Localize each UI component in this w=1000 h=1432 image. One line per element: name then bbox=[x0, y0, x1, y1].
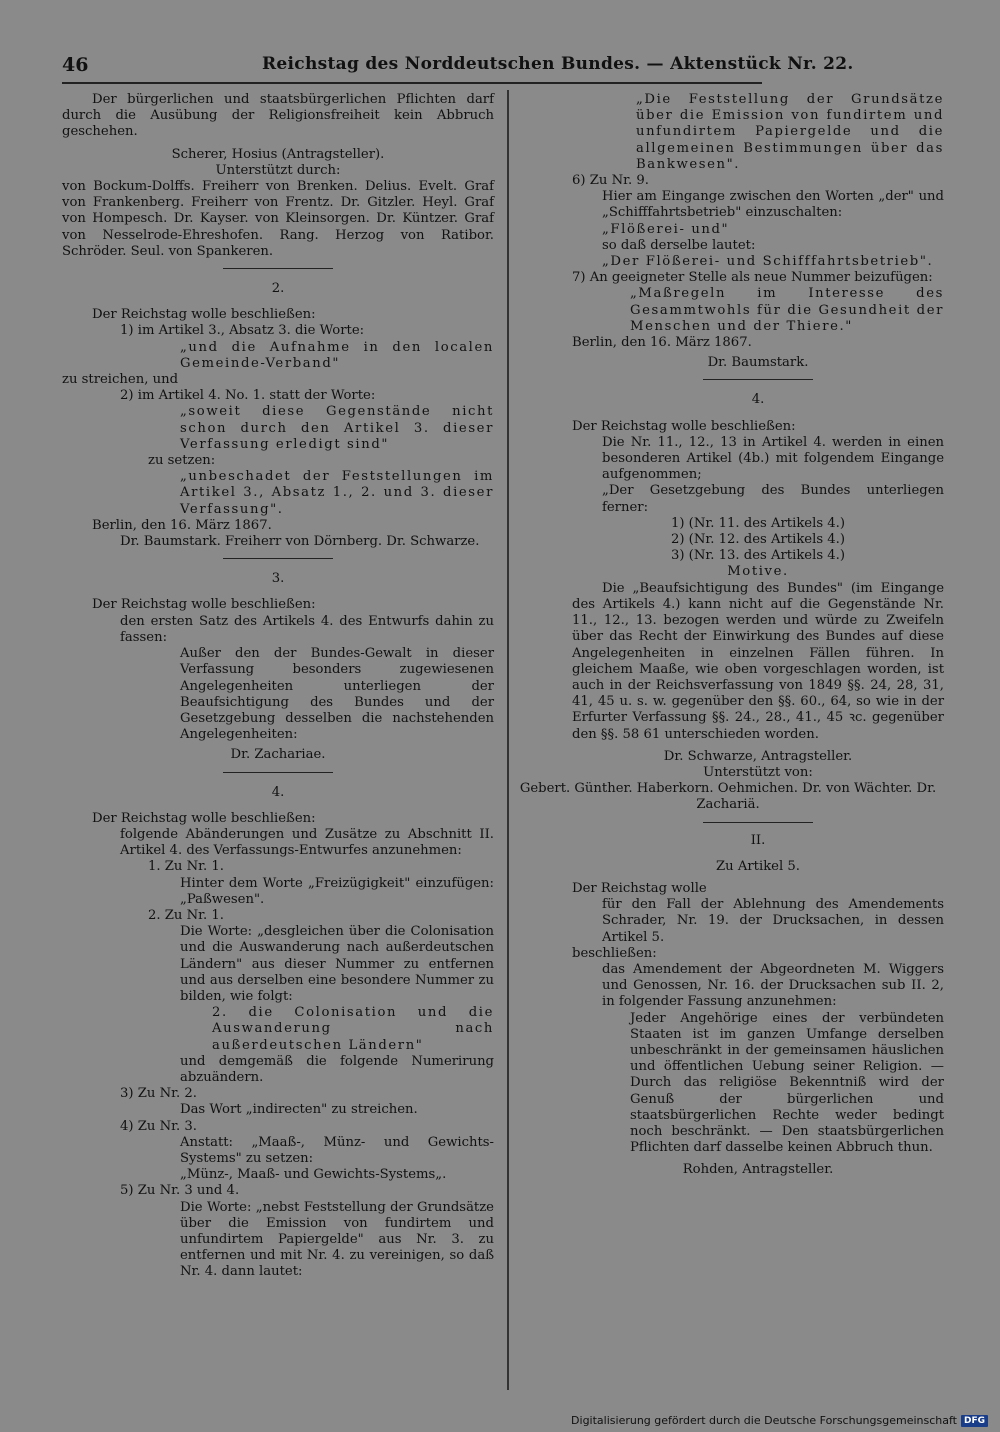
motion-line: zu streichen, und bbox=[62, 372, 179, 388]
signature: Dr. Baumstark. bbox=[707, 355, 809, 371]
item-text: „Münz-, Maaß- und Gewichts-Systems„. bbox=[180, 1167, 447, 1183]
item-heading: 3) Zu Nr. 2. bbox=[120, 1086, 197, 1102]
column-divider bbox=[507, 90, 509, 1390]
quoted-text: „Die Feststellung der Grundsätze über die Emission von fundirtem und unfundirtem Papiergelde und die allgemeinen Bestimmungen über das Bankwesen". bbox=[636, 92, 944, 172]
section-number: 4. bbox=[751, 392, 765, 408]
item-heading: 7) An geeigneter Stelle als neue Nummer beizufügen: bbox=[572, 270, 933, 286]
motion-line: Der Reichstag wolle beschließen: bbox=[92, 307, 316, 323]
item-text: Das Wort „indirecten" zu streichen. bbox=[180, 1102, 418, 1118]
header-rule bbox=[62, 82, 762, 84]
quoted-text: „unbeschadet der Feststellungen im Artikel 3., Absatz 1., 2. und 3. dieser Verfassung". bbox=[180, 469, 494, 517]
left-column bbox=[62, 92, 494, 1281]
date-line: Berlin, den 16. März 1867. bbox=[92, 517, 272, 533]
amendment-text: Außer den der Bundes-Gewalt in dieser Verfassung besonders zugewiesenen Angelegenheiten unterliegen der Beaufsichtigung des Bundes und der Gesetzgebung desselben die nachstehenden Angelegenheiten: bbox=[180, 646, 494, 743]
item-text: Die Worte: „desgleichen über die Colonisation und die Auswanderung nach außerdeutschen Ländern" aus dieser Nummer zu entfernen und aus derselben eine besondere Nummer zu bilden, wie folgt: bbox=[180, 924, 494, 1004]
quoted-text: „Maßregeln im Interesse des Gesammtwohls für die Gesundheit der Menschen und der Thiere." bbox=[630, 286, 944, 334]
section-number: 2. bbox=[271, 281, 285, 297]
quoted-text: „Flößerei- und" bbox=[602, 221, 730, 237]
amendment-text: Jeder Angehörige eines der verbündeten Staaten ist im ganzen Umfange derselben unbeschränkt in der gemeinsamen häuslichen und öffentlichen Uebung seiner Religion. — Durch das religiöse Bekenntniß wird der Genuß der bürgerlichen und staatsbürgerlichen Rechte weder bedingt noch beschränkt. — Den staatsbürgerlichen Pflichten darf dasselbe keinen Abbruch thun. bbox=[630, 1010, 944, 1156]
list-item: 1) (Nr. 11. des Artikels 4.) bbox=[670, 515, 846, 531]
motion-line: zu setzen: bbox=[148, 453, 216, 469]
quoted-text: „soweit diese Gegenstände nicht schon durch den Artikel 3. dieser Verfassung erledigt sind" bbox=[180, 404, 494, 452]
quoted-text: „Der Flößerei- und Schifffahrtsbetrieb". bbox=[602, 254, 934, 270]
supporters-list: von Bockum-Dolffs. Freiherr von Brenken. Delius. Evelt. Graf von Frankenberg. Freiherr von Frentz. Dr. Gitzler. Heyl. Graf von Hompesch. Dr. Kayser. von Kleinsorgen. Dr. Küntzer. Graf von Nesselrode-Ehreshofen. Rang. Herzog von Ratibor. Schröder. Seul. von Spankeren. bbox=[62, 179, 494, 259]
section-number: 4. bbox=[271, 784, 285, 800]
motion-line: für den Fall der Ablehnung des Amendements Schrader, Nr. 19. der Drucksachen, in dessen Artikel 5. bbox=[602, 897, 944, 945]
section-title: Zu Artikel 5. bbox=[716, 858, 800, 874]
page-number: 46 bbox=[62, 54, 89, 76]
page-header bbox=[62, 50, 854, 80]
signature: Dr. Baumstark. Freiherr von Dörnberg. Dr. Schwarze. bbox=[120, 534, 480, 550]
motive-text: Die „Beaufsichtigung des Bundes" (im Eingange des Artikels 4.) kann nicht auf die Gegenstände Nr. 11., 12., 13. bezogen werden und würde zu Zweifeln über das Recht der Einwirkung des Bundes auf diese Angelegenheiten in einzelnen Fällen führen. In gleichem Maaße, wie oben vorgeschlagen worden, ist auch in der Reichsverfassung von 1849 §§. 24, 28, 31, 41, 45 u. s. w. gegenüber den §§. 60., 64, so wie in der Erfurter Verfassung §§. 24., 28., 41., 45 ꝛc. gegenüber den §§. 58 61 unterschieden worden. bbox=[572, 580, 944, 742]
supporters-list: Gebert. Günther. Haberkorn. Oehmichen. Dr. von Wächter. Dr. Zachariä. bbox=[519, 781, 937, 813]
signature: Dr. Schwarze, Antragsteller. bbox=[663, 748, 853, 764]
item-text: Anstatt: „Maaß-, Münz- und Gewichts-Systems" zu setzen: bbox=[180, 1134, 494, 1166]
motion-line: das Amendement der Abgeordneten M. Wiggers und Genossen, Nr. 16. der Drucksachen sub II. 2, in folgender Fassung anzunehmen: bbox=[602, 961, 944, 1010]
motion-line: den ersten Satz des Artikels 4. des Entwurfs dahin zu fassen: bbox=[120, 613, 494, 645]
supported-heading: Unterstützt von: bbox=[703, 764, 813, 780]
item-text: Die Worte: „nebst Feststellung der Grundsätze über die Emission von fundirtem und unfundirtem Papiergelde" aus Nr. 3. zu entfernen und mit Nr. 4. zu vereinigen, so daß Nr. 4. dann lautet: bbox=[180, 1199, 494, 1280]
motion-line: Der Reichstag wolle bbox=[572, 880, 707, 896]
item-heading: 5) Zu Nr. 3 und 4. bbox=[120, 1183, 240, 1199]
section-rule bbox=[703, 379, 813, 380]
signature: Rohden, Antragsteller. bbox=[682, 1162, 834, 1178]
signature: Dr. Zachariae. bbox=[230, 747, 326, 763]
item-heading: 4) Zu Nr. 3. bbox=[120, 1118, 197, 1134]
intro-paragraph: Der bürgerlichen und staatsbürgerlichen Pflichten darf durch die Ausübung der Religionsfreiheit kein Abbruch geschehen. bbox=[62, 92, 494, 140]
list-item: 2) (Nr. 12. des Artikels 4.) bbox=[670, 532, 846, 548]
motion-line: 2) im Artikel 4. No. 1. statt der Worte: bbox=[120, 388, 376, 404]
item-text: so daß derselbe lautet: bbox=[602, 237, 756, 253]
item-text: Hier am Eingange zwischen den Worten „der" und „Schifffahrtsbetrieb" einzuschalten: bbox=[602, 189, 944, 221]
quoted-text: „Der Gesetzgebung des Bundes unterliegen ferner: bbox=[602, 483, 944, 515]
motion-line: Der Reichstag wolle beschließen: bbox=[572, 418, 796, 434]
section-rule bbox=[223, 558, 333, 559]
section-rule bbox=[223, 268, 333, 269]
footer-text: Digitalisierung gefördert durch die Deutsche Forschungsgemeinschaft bbox=[571, 1414, 957, 1427]
item-text: und demgemäß die folgende Numerirung abzuändern. bbox=[180, 1053, 494, 1085]
item-heading: 1. Zu Nr. 1. bbox=[148, 859, 224, 875]
motion-line: Der Reichstag wolle beschließen: bbox=[92, 597, 316, 613]
item-heading: 6) Zu Nr. 9. bbox=[572, 173, 649, 189]
section-rule bbox=[703, 822, 813, 823]
date-line: Berlin, den 16. März 1867. bbox=[572, 335, 752, 351]
motion-line: Der Reichstag wolle beschließen: bbox=[92, 810, 316, 826]
right-column bbox=[519, 92, 944, 1179]
supported-heading: Unterstützt durch: bbox=[215, 162, 341, 178]
signature: Scherer, Hosius (Antragsteller). bbox=[171, 146, 385, 162]
section-number: 3. bbox=[271, 571, 285, 587]
motion-line: 1) im Artikel 3., Absatz 3. die Worte: bbox=[120, 323, 365, 339]
item-text: Hinter dem Worte „Freizügigkeit" einzufügen: „Paßwesen". bbox=[180, 875, 494, 907]
section-number: II. bbox=[750, 832, 766, 848]
motion-line: Die Nr. 11., 12., 13 in Artikel 4. werden in einen besonderen Artikel (4b.) mit folgendem Eingange aufgenommen; bbox=[602, 434, 944, 483]
digitization-footer bbox=[571, 1414, 988, 1427]
quoted-text: „und die Aufnahme in den localen Gemeinde-Verband" bbox=[180, 339, 494, 371]
item-heading: 2. Zu Nr. 1. bbox=[148, 907, 224, 923]
list-item: 3) (Nr. 13. des Artikels 4.) bbox=[670, 548, 846, 564]
motive-heading: Motive. bbox=[727, 564, 789, 580]
motion-line: folgende Abänderungen und Zusätze zu Abschnitt II. Artikel 4. des Verfassungs-Entwurfes anzunehmen: bbox=[120, 826, 494, 859]
dfg-logo: DFG bbox=[961, 1415, 988, 1427]
quoted-text: 2. die Colonisation und die Auswanderung nach außerdeutschen Ländern" bbox=[212, 1005, 494, 1053]
section-rule bbox=[223, 772, 333, 773]
motion-line: beschließen: bbox=[572, 945, 657, 961]
running-head: Reichstag des Norddeutschen Bundes. — Aktenstück Nr. 22. bbox=[262, 54, 854, 74]
